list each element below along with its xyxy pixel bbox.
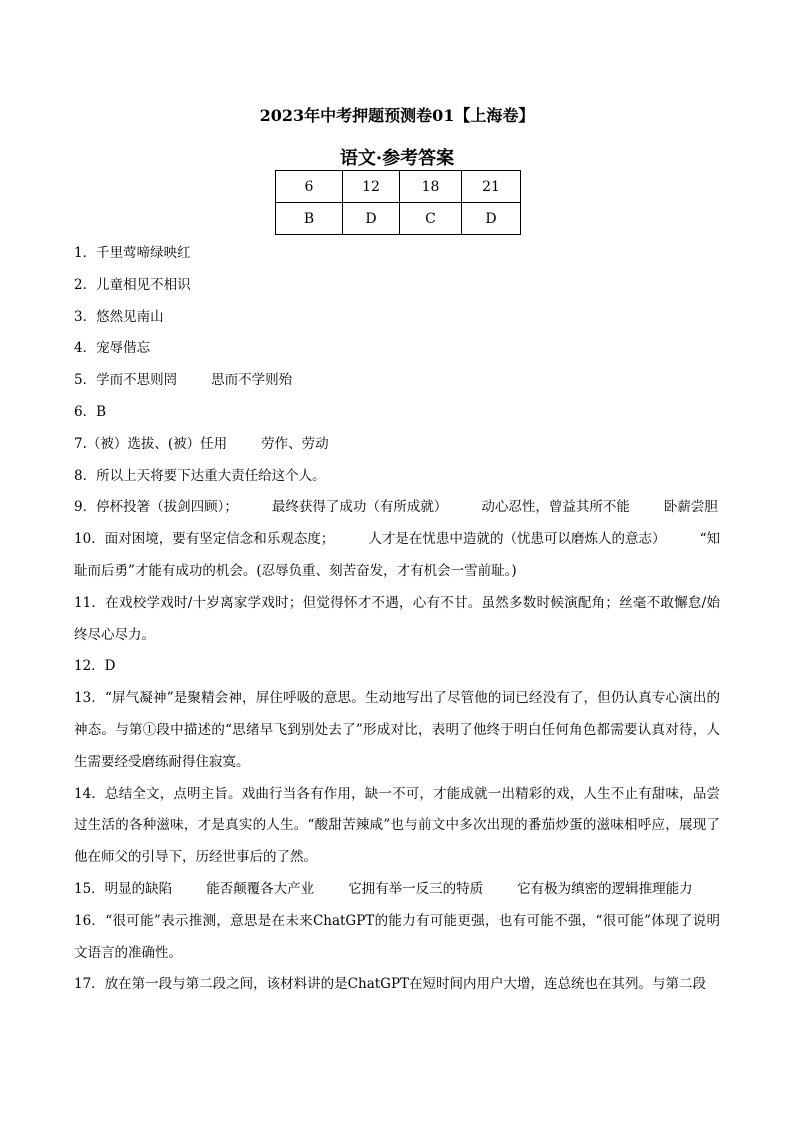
answer-item-6: 6．B <box>74 403 107 420</box>
answer-10-part-b: 人才是在忧患中造就的（忧患可以磨炼人的意志） <box>368 531 666 548</box>
answer-item-5 <box>74 365 720 397</box>
answer-item-9 <box>74 492 720 524</box>
answer-15-part-c: 它拥有举一反三的特质 <box>348 880 484 897</box>
question-number-cell: 21 <box>462 171 521 203</box>
answer-7-part-b: 劳作、劳动 <box>261 435 329 452</box>
document-title: 2023年中考押题预测卷01【上海卷】 <box>259 106 535 125</box>
answer-9-part-c: 动心忍性，曾益其所不能 <box>481 499 630 516</box>
answer-item-1: 1．千里莺啼绿映红 <box>74 245 191 261</box>
question-number-cell: 6 <box>276 171 343 203</box>
answer-item-10 <box>74 524 720 588</box>
answer-item-8: 8．所以上天将要下达重大责任给这个人。 <box>74 467 326 484</box>
answer-15-part-d: 它有极为缜密的逻辑推理能力 <box>517 880 693 897</box>
answer-item-2: 2．儿童相见不相识 <box>74 276 191 293</box>
answer-item-11: 11．在戏校学戏时/十岁离家学戏时；但觉得怀才不遇，心有不甘。虽然多数时候演配角；丝毫不敢懈怠/始终尽心尽力。 <box>74 594 720 643</box>
answer-15-part-a: 15．明显的缺陷 <box>74 880 173 897</box>
answer-table-answer-row <box>276 203 521 235</box>
answer-10-part-c: “知耻而后勇”才能有成功的机会。(忍辱负重、刻苦奋发，才有机会一雪前耻。) <box>74 531 721 579</box>
answer-item-4: 4．宠辱偕忘 <box>74 340 151 357</box>
answer-cell: C <box>400 203 462 235</box>
answer-cell: D <box>343 203 400 235</box>
answer-9-part-d: 卧薪尝胆 <box>663 499 718 516</box>
answer-5-part-a: 5．学而不思则罔 <box>74 372 178 389</box>
answer-15-part-b: 能否颠覆各大产业 <box>206 880 315 897</box>
answer-item-13: 13．“屏气凝神”是聚精会神，屏住呼吸的意思。生动地写出了尽管他的词已经没有了，但仍认真专心演出的神态。与第①段中描述的“思绪早飞到别处去了”形成对比，表明了他终于明白任何角色都需要认真对待，人生需要经受磨练耐得住寂寞。 <box>74 690 720 770</box>
answer-cell: B <box>276 203 343 235</box>
answer-list <box>74 238 720 1001</box>
answer-item-14: 14．总结全文，点明主旨。戏曲行当各有作用，缺一不可，才能成就一出精彩的戏，人生不止有甜味，品尝过生活的各种滋味，才是真实的人生。“酸甜苦辣咸”也与前文中多次出现的番茄炒蛋的滋味相呼应，展现了他在师父的引导下，历经世事后的了然。 <box>74 785 720 866</box>
answer-item-16: 16．“很可能”表示推测，意思是在未来ChatGPT的能力有可能更强，也有可能不强，“很可能”体现了说明文语言的准确性。 <box>74 912 720 961</box>
document-subtitle: 语文·参考答案 <box>339 148 455 169</box>
answer-item-15 <box>74 874 720 906</box>
answer-table <box>275 170 521 235</box>
answer-7-part-a: 7.（被）选拔、(被）任用 <box>74 435 228 452</box>
answer-cell: D <box>462 203 521 235</box>
answer-item-7 <box>74 429 720 461</box>
answer-item-12: 12．D <box>74 658 116 675</box>
question-number-cell: 12 <box>343 171 400 203</box>
answer-9-part-a: 9．停杯投箸（拔剑四顾）； <box>74 499 238 516</box>
answer-5-part-b: 思而不学则殆 <box>211 372 293 389</box>
question-number-cell: 18 <box>400 171 462 203</box>
answer-table-question-row <box>276 171 521 203</box>
answer-10-part-a: 10．面对困境，要有坚定信念和乐观态度； <box>74 531 335 548</box>
answer-item-17: 17．放在第一段与第二段之间，该材料讲的是ChatGPT在短时间内用户大增，连总统也在其列。与第二段 <box>74 976 707 993</box>
answer-item-3: 3．悠然见南山 <box>74 308 164 325</box>
answer-9-part-b: 最终获得了成功（有所成就） <box>271 499 448 516</box>
